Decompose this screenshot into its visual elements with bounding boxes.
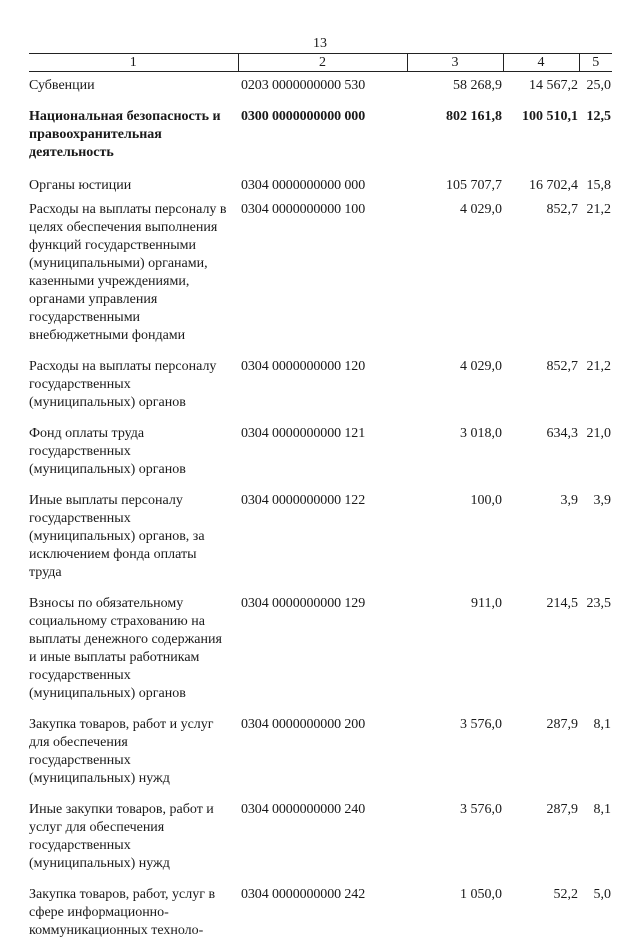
row-value-5: 21,0 xyxy=(586,426,611,441)
row-value-4: 3,9 xyxy=(560,493,578,508)
row-name: Фонд оплаты труда государственных (муниципальных) органов xyxy=(29,426,186,477)
row-value-5: 8,1 xyxy=(593,717,611,732)
row-value-4: 287,9 xyxy=(546,802,578,817)
header-col-2: 2 xyxy=(238,54,407,72)
table-row xyxy=(29,358,612,425)
row-code: 0304 0000000000 129 xyxy=(241,596,366,611)
row-code: 0304 0000000000 200 xyxy=(241,717,366,732)
table-header-row xyxy=(29,54,612,72)
table-row xyxy=(29,425,612,492)
row-value-4: 16 702,4 xyxy=(529,178,578,193)
row-value-3: 911,0 xyxy=(471,596,502,611)
row-value-3: 4 029,0 xyxy=(460,359,502,374)
table-row xyxy=(29,801,612,886)
page-number: 13 xyxy=(313,36,327,51)
row-value-4: 14 567,2 xyxy=(529,78,578,93)
table-row xyxy=(29,100,612,172)
row-value-4: 634,3 xyxy=(546,426,578,441)
row-name: Расходы на выплаты персоналу в целях обеспечения выполнения функций государственными (муниципальными) органами, казенными учреждениями, органами управления государственными внебюджетными фондами xyxy=(29,202,227,343)
table-row xyxy=(29,172,612,201)
row-name: Иные закупки товаров, работ и услуг для обеспечения государственных (муниципальных) нужд xyxy=(29,802,214,871)
row-value-5: 8,1 xyxy=(593,802,611,817)
row-code: 0300 0000000000 000 xyxy=(241,109,366,124)
header-col-1: 1 xyxy=(129,55,137,70)
row-code: 0304 0000000000 000 xyxy=(241,178,366,193)
row-name: Закупка товаров, работ и услуг для обеспечения государственных (муниципальных) нужд xyxy=(29,717,214,786)
row-value-4: 52,2 xyxy=(553,887,578,902)
row-value-5: 21,2 xyxy=(586,359,611,374)
table-row xyxy=(29,201,612,358)
table-row xyxy=(29,716,612,801)
row-value-5: 15,8 xyxy=(586,178,611,193)
row-value-5: 25,0 xyxy=(586,78,611,93)
row-name: Субвенции xyxy=(29,78,95,93)
row-value-3: 4 029,0 xyxy=(460,202,502,217)
row-code: 0304 0000000000 122 xyxy=(241,493,366,508)
row-code: 0304 0000000000 240 xyxy=(241,802,366,817)
row-name: Органы юстиции xyxy=(29,178,132,193)
table-row xyxy=(29,492,612,595)
row-value-3: 802 161,8 xyxy=(446,109,502,124)
row-name: Взносы по обязательному социальному страхованию на выплаты денежного содержания и иные выплаты работникам государственных (муниципальных) органов xyxy=(29,596,222,701)
row-value-3: 1 050,0 xyxy=(460,887,502,902)
row-name: Национальная безопасность и правоохранительная деятельность xyxy=(29,109,221,160)
row-value-4: 852,7 xyxy=(546,202,578,217)
row-value-5: 3,9 xyxy=(593,493,611,508)
row-value-4: 852,7 xyxy=(546,359,578,374)
header-col-4: 4 xyxy=(503,54,579,72)
table-row xyxy=(29,595,612,716)
table-row xyxy=(29,72,612,101)
row-value-3: 100,0 xyxy=(470,493,502,508)
row-name: Закупка товаров, работ, услуг в сфере информационно-коммуникационных техноло- xyxy=(29,887,216,938)
row-name: Расходы на выплаты персоналу государственных (муниципальных) органов xyxy=(29,359,217,410)
row-value-4: 214,5 xyxy=(546,596,578,611)
row-value-5: 23,5 xyxy=(586,596,611,611)
row-code: 0304 0000000000 100 xyxy=(241,202,366,217)
row-value-3: 58 268,9 xyxy=(453,78,502,93)
header-col-3: 3 xyxy=(407,54,503,72)
row-code: 0304 0000000000 120 xyxy=(241,359,366,374)
row-value-3: 105 707,7 xyxy=(446,178,502,193)
row-code: 0304 0000000000 121 xyxy=(241,426,366,441)
row-code: 0304 0000000000 242 xyxy=(241,887,366,902)
table-row xyxy=(29,886,612,940)
row-value-3: 3 018,0 xyxy=(460,426,502,441)
row-value-5: 21,2 xyxy=(586,202,611,217)
row-code: 0203 0000000000 530 xyxy=(241,78,366,93)
row-value-5: 12,5 xyxy=(586,109,611,124)
row-value-3: 3 576,0 xyxy=(460,802,502,817)
budget-table xyxy=(29,53,612,940)
row-value-3: 3 576,0 xyxy=(460,717,502,732)
row-value-4: 100 510,1 xyxy=(522,109,578,124)
row-value-4: 287,9 xyxy=(546,717,578,732)
row-value-5: 5,0 xyxy=(593,887,611,902)
row-name: Иные выплаты персоналу государственных (муниципальных) органов, за исключением фонда оплаты труда xyxy=(29,493,205,580)
header-col-5: 5 xyxy=(579,54,612,72)
